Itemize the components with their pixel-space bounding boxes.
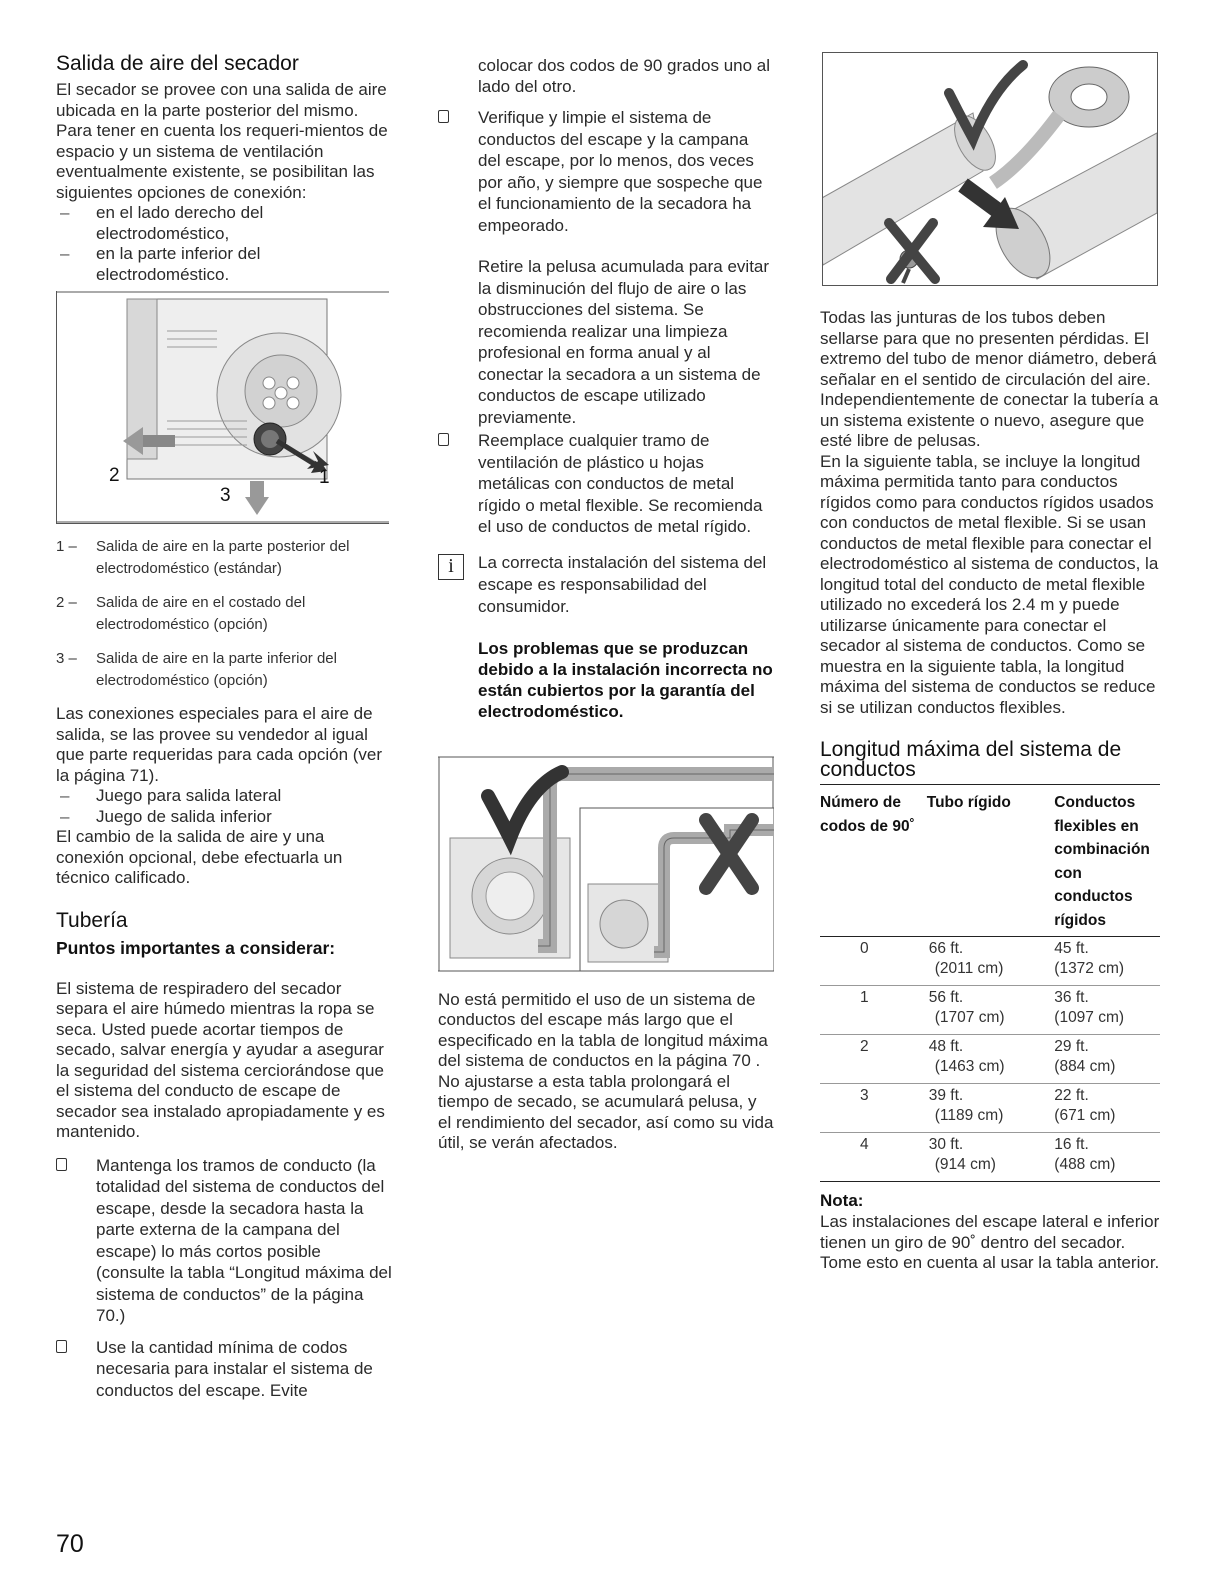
- paragraph: En la siguiente tabla, se incluye la longitud máxima permitida tanto para conductos rígidos como para conductos rígidos usados con conductos de metal flexible. Si se usan conductos de metal flexible para conectar el electrodoméstico al sistema de conductos, la longitud total del conducto de metal flexible utilizado no excederá los 2.4 m y puede utilizarse únicamente para conectar el secador al sistema de conductos. Como se muestra en la siguiente tabla, la longitud máxima del sistema de conductos se reduce si se utilizan conductos flexibles.: [820, 451, 1159, 717]
- checkbox-icon: [438, 433, 449, 446]
- elbow-comparison-figure: [438, 756, 774, 972]
- paragraph: El secador se provee con una salida de aire ubicada en la parte posterior del mismo.: [56, 80, 387, 120]
- arrow-icon: [963, 185, 1019, 229]
- checklist-item: Verifique y limpie el sistema de conductos del escape y la campana del escape, por lo menos, dos veces por año, y siempre que sospeche que el funcionamiento de la secadora ha empeorado.: [438, 107, 774, 236]
- duct-joint-illustration: [823, 53, 1157, 285]
- column-left: [56, 52, 392, 1401]
- list-item: – Juego para salida lateral: [56, 786, 392, 807]
- paragraph: Independientemente de conectar la tubería a un sistema existente o nuevo, asegure que esté libre de pelusas.: [820, 390, 1159, 450]
- checklist: [438, 107, 774, 236]
- max-duct-length-table: [820, 784, 1160, 1182]
- list-item: – en la parte inferior del electrodoméstico.: [56, 244, 392, 285]
- column-header: Número de codos de 90˚: [820, 794, 915, 835]
- list-item: – Juego de salida inferior: [56, 807, 392, 828]
- checklist-item: Use la cantidad mínima de codos necesaria para instalar el sistema de conductos del escape. Evite: [56, 1337, 392, 1402]
- paragraph: colocar dos codos de 90 grados uno al lado del otro.: [478, 56, 771, 96]
- paragraph: Las conexiones especiales para el aire de salida, se las provee su vendedor al igual que parte requeridas para cada opción (ver la página 71).: [56, 704, 383, 785]
- info-note: i La correcta instalación del sistema del escape es responsabilidad del consumidor.: [438, 552, 774, 618]
- figure-label-3: 3: [220, 485, 231, 506]
- paragraph: Todas las junturas de los tubos deben sellarse para que no presenten pérdidas. El extremo del tubo de menor diámetro, deberá señalar en el sentido de circulación del aire.: [820, 308, 1157, 389]
- checkbox-icon: [438, 110, 449, 123]
- dryer-rear-illustration: [57, 291, 389, 523]
- caption-item: 3 – Salida de aire en la parte inferior del electrodoméstico (opción): [56, 650, 337, 689]
- cross-icon: [889, 223, 935, 279]
- page-number: 70: [56, 1530, 84, 1558]
- table-row: 0 66 ft. (2011 cm) 45 ft. (1372 cm): [820, 937, 1160, 986]
- caption-item: 2 – Salida de aire en el costado del electrodoméstico (opción): [56, 594, 306, 633]
- duct-elbow-illustration: [438, 756, 774, 972]
- list-item: – en el lado derecho del electrodoméstico,: [56, 203, 392, 244]
- checkbox-icon: [56, 1158, 67, 1171]
- figure-label-1: 1: [319, 467, 330, 488]
- table-row: 3 39 ft. (1189 cm) 22 ft. (671 cm): [820, 1084, 1160, 1133]
- section-heading-air-outlet: Salida de aire del secador: [56, 52, 299, 75]
- section-heading-tubing: Tubería: [56, 908, 128, 932]
- paragraph: Retire la pelusa acumulada para evitar la disminución del flujo de aire o las obstrucciones del sistema. Se recomienda realizar una limpieza profesional en forma anual y al conectar la secadora a un sistema de conductos de escape utilizado previamente.: [478, 257, 770, 427]
- table-row: 1 56 ft. (1707 cm) 36 ft. (1097 cm): [820, 986, 1160, 1035]
- figure-captions: [56, 536, 392, 692]
- paragraph: El cambio de la salida de aire y una conexión opcional, debe efectuarla un técnico calificado.: [56, 827, 343, 887]
- note-text: Las instalaciones del escape lateral e inferior tienen un giro de 90˚ dentro del secador. Tome esto en cuenta al usar la tabla anterior.: [820, 1212, 1160, 1272]
- table-header-row: [820, 785, 1160, 937]
- column-header: Tubo rígido: [926, 794, 1011, 811]
- column-right: [820, 52, 1160, 1274]
- caption-item: 1 – Salida de aire en la parte posterior del electrodoméstico (estándar): [56, 538, 350, 577]
- info-icon: i: [438, 554, 464, 580]
- table-title: Longitud máxima del sistema de conductos: [820, 738, 1122, 781]
- table-row: 4 30 ft. (914 cm) 16 ft. (488 cm): [820, 1133, 1160, 1182]
- table-row: 2 48 ft. (1463 cm) 29 ft. (884 cm): [820, 1035, 1160, 1084]
- paragraph: Para tener en cuenta los requeri-mientos de espacio y un sistema de ventilación eventualmente existente, se posibilitan las siguientes opciones de conexión:: [56, 121, 388, 202]
- subheading-important-points: Puntos importantes a considerar:: [56, 937, 336, 958]
- column-header: Conductos flexibles en combinación con conductos rígidos: [1054, 794, 1150, 929]
- paragraph: No está permitido el uso de un sistema de conductos del escape más largo que el especificado en la tabla de longitud máxima del sistema de conductos en la página 70 . No ajustarse a esta tabla prolongará el tiempo de secado, se acumulará pelusa, y el rendimiento del secador, así como su vida útil, se verán afectados.: [438, 989, 774, 1152]
- note-title: Nota:: [820, 1191, 864, 1210]
- dryer-outlet-figure: [56, 291, 389, 524]
- figure-label-2: 2: [109, 465, 120, 486]
- kit-list: [56, 786, 392, 827]
- checklist: [56, 1155, 392, 1402]
- duct-joint-figure: [822, 52, 1158, 286]
- column-middle: [438, 56, 774, 1154]
- checklist-item: Mantenga los tramos de conducto (la totalidad del sistema de conductos del escape, desde la secadora hasta la parte externa de la campana del escape) lo más cortos posible (consulte la tabla “Longitud máxima del sistema de conductos” de la página 70.): [56, 1155, 392, 1327]
- connection-options-list: [56, 203, 392, 285]
- paragraph: El sistema de respiradero del secador separa el aire húmedo mientras la ropa se seca. Usted puede acortar tiempos de secado, salvar energía y ayudar a asegurar la seguridad del sistema cerciorándose que el sistema del conducto de escape de secador sea instalado apropiadamente y es mantenido.: [56, 978, 385, 1141]
- warranty-warning: Los problemas que se produzcan debido a la instalación incorrecta no están cubiertos por la garantía del electrodoméstico.: [478, 638, 773, 721]
- checklist-item: Reemplace cualquier tramo de ventilación de plástico u hojas metálicas con conductos de metal rígido o metal flexible. Se recomienda el uso de conductos de metal rígido.: [438, 430, 774, 538]
- checkbox-icon: [56, 1340, 67, 1353]
- checklist: [438, 430, 774, 538]
